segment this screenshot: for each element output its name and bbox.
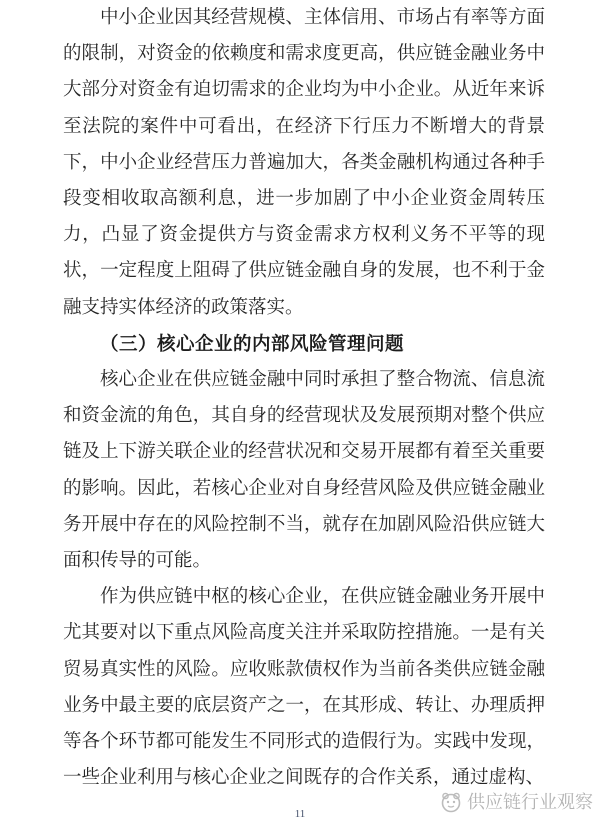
paragraph: 核心企业在供应链金融中同时承担了整合物流、信息流和资金流的角色，其自身的经营现状及发展预期对整个供应链及上下游关联企业的经营状况和交易开展都有着至关重要的影响。因此，若核心企业对自身经营风险及供应链金融业务开展中存在的风险控制不当，就存在加剧风险沿供应链大面积传导的可能。 <box>63 370 545 572</box>
page-number: 11 <box>294 808 306 820</box>
section-heading: （三）核心企业的内部风险管理问题 <box>100 332 405 354</box>
paragraph: 作为供应链中枢的核心企业，在供应链金融业务开展中尤其要对以下重点风险高度关注并采取防控措施。一是有关贸易真实性的风险。应收账款债权作为当前各类供应链金融业务中最主要的底层资产之一，在其形成、转让、办理质押等各个环节都可能发生不同形式的造假行为。实践中发现，一些企业利用与核心企业之间既存的合作关系，通过虚构、 <box>63 587 545 789</box>
watermark-text: 供应链行业观察 <box>467 792 593 812</box>
paragraph: 中小企业因其经营规模、主体信用、市场占有率等方面的限制，对资金的依赖度和需求度更高，供应链金融业务中大部分对资金有迫切需求的企业均为中小企业。从近年来诉至法院的案件中可看出，在经济下行压力不断增大的背景下，中小企业经营压力普遍加大，各类金融机构通过各种手段变相收取高额利息，进一步加剧了中小企业资金周转压力，凸显了资金提供方与资金需求方权利义务不平等的现状，一定程度上阻碍了供应链金融自身的发展，也不利于金融支持实体经济的政策落实。 <box>63 8 545 318</box>
